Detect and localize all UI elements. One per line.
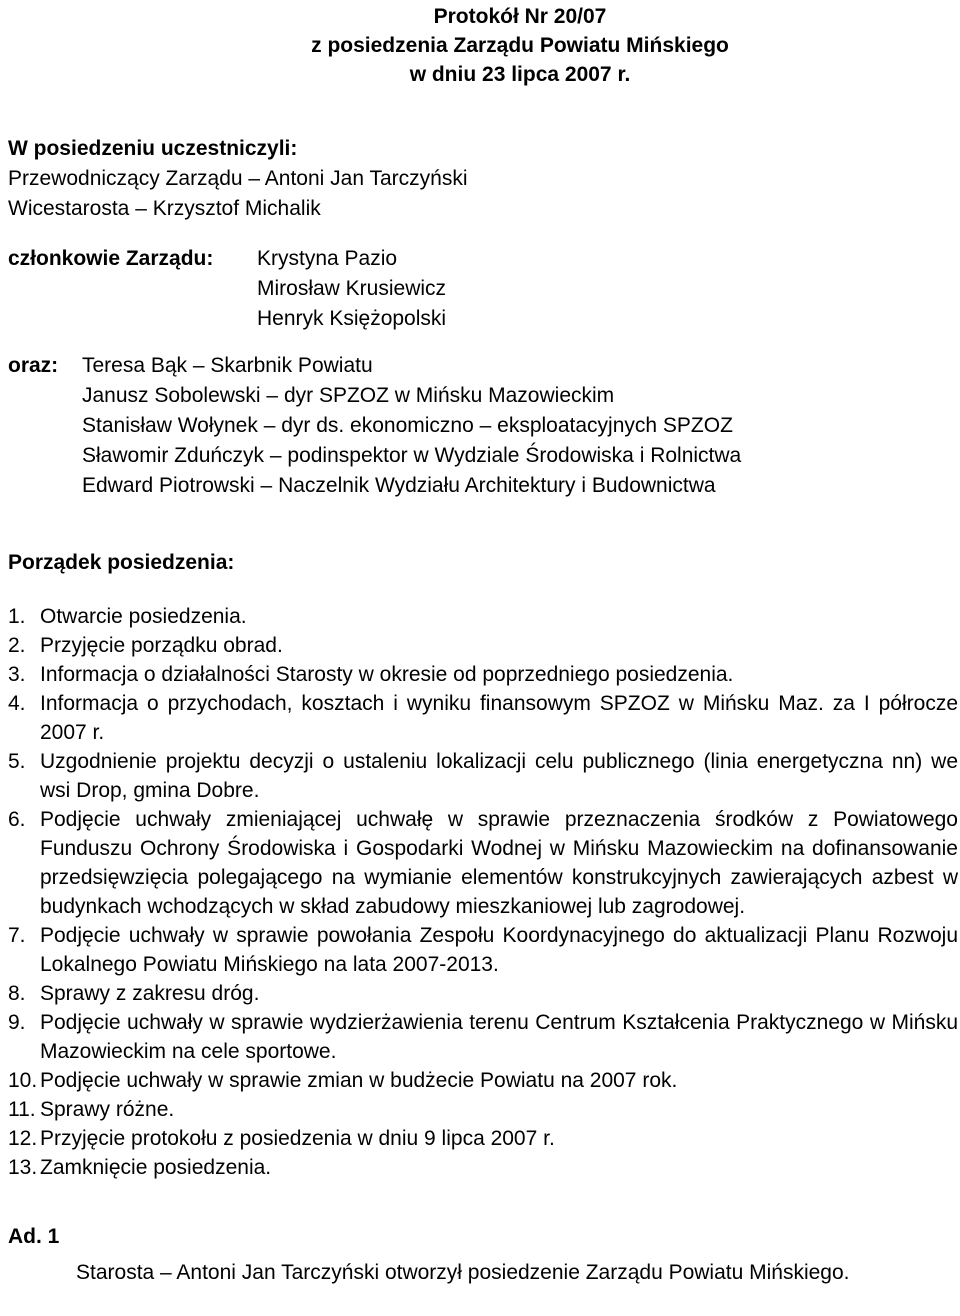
agenda-item-text: Podjęcie uchwały w sprawie wydzierżawienia terenu Centrum Kształcenia Praktycznego w Mińsku Mazowieckim na cele sportowe. bbox=[40, 1011, 958, 1063]
participant-chair: Przewodniczący Zarządu – Antoni Jan Tarczyński bbox=[8, 167, 468, 190]
agenda-item-number: 10. bbox=[8, 1069, 38, 1092]
agenda-item bbox=[8, 805, 958, 921]
agenda-item-number: 11. bbox=[8, 1098, 36, 1121]
agenda-item bbox=[8, 1124, 958, 1153]
agenda-item-number: 4. bbox=[8, 692, 26, 715]
agenda-item-text: Przyjęcie porządku obrad. bbox=[40, 634, 283, 657]
agenda-list bbox=[8, 602, 958, 1182]
agenda-item bbox=[8, 1008, 958, 1066]
attendee: Sławomir Zduńczyk – podinspektor w Wydziale Środowiska i Rolnictwa bbox=[82, 444, 742, 467]
agenda-item-number: 5. bbox=[8, 750, 26, 773]
title-line-1: Protokół Nr 20/07 bbox=[433, 5, 607, 28]
board-member: Henryk Księżopolski bbox=[257, 307, 447, 330]
participants-heading: W posiedzeniu uczestniczyli: bbox=[8, 137, 298, 160]
agenda-item-text: Otwarcie posiedzenia. bbox=[40, 605, 247, 628]
others-label: oraz: bbox=[8, 354, 59, 377]
agenda-item bbox=[8, 747, 958, 805]
agenda-item-number: 1. bbox=[8, 605, 26, 628]
agenda-item bbox=[8, 631, 958, 660]
agenda-item-number: 13. bbox=[8, 1156, 38, 1179]
agenda-item-text: Podjęcie uchwały w sprawie zmian w budżecie Powiatu na 2007 rok. bbox=[40, 1069, 678, 1092]
agenda-item bbox=[8, 602, 958, 631]
attendee: Teresa Bąk – Skarbnik Powiatu bbox=[82, 354, 373, 377]
agenda-item bbox=[8, 1153, 958, 1182]
agenda-item-text: Przyjęcie protokołu z posiedzenia w dniu 9 lipca 2007 r. bbox=[40, 1127, 555, 1150]
agenda-item-number: 9. bbox=[8, 1011, 26, 1034]
agenda-item-number: 6. bbox=[8, 808, 26, 831]
attendee: Edward Piotrowski – Naczelnik Wydziału Architektury i Budownictwa bbox=[82, 474, 716, 497]
agenda-item bbox=[8, 921, 958, 979]
board-label: członkowie Zarządu: bbox=[8, 247, 214, 270]
agenda-item bbox=[8, 660, 958, 689]
agenda-item-number: 3. bbox=[8, 663, 26, 686]
agenda-item-number: 2. bbox=[8, 634, 26, 657]
attendee: Stanisław Wołynek – dyr ds. ekonomiczno – eksploatacyjnych SPZOZ bbox=[82, 414, 733, 437]
agenda-item-text: Podjęcie uchwały zmieniającej uchwałę w sprawie przeznaczenia środków z Powiatowego Funduszu Ochrony Środowiska i Gospodarki Wodnej w Mińsku Mazowieckim na dofinansowanie przedsięwzięcia polegającego na wymianie elementów konstrukcyjnych zawierających azbest w budynkach wchodzących w skład zabudowy mieszkaniowej lub zagrodowej. bbox=[40, 808, 958, 918]
agenda-item-number: 7. bbox=[8, 924, 26, 947]
agenda-item-text: Sprawy różne. bbox=[40, 1098, 175, 1121]
title-line-2: z posiedzenia Zarządu Powiatu Mińskiego bbox=[311, 34, 729, 57]
agenda-item-text: Uzgodnienie projektu decyzji o ustaleniu lokalizacji celu publicznego (linia energetyczna nn) we wsi Drop, gmina Dobre. bbox=[40, 750, 958, 802]
agenda-item-number: 8. bbox=[8, 982, 26, 1005]
agenda-item-number: 12. bbox=[8, 1127, 38, 1150]
title-line-3: w dniu 23 lipca 2007 r. bbox=[409, 63, 631, 86]
document-title bbox=[0, 2, 960, 89]
agenda-item bbox=[8, 1066, 958, 1095]
attendee: Janusz Sobolewski – dyr SPZOZ w Mińsku Mazowieckim bbox=[82, 384, 615, 407]
agenda-item-text: Podjęcie uchwały w sprawie powołania Zespołu Koordynacyjnego do aktualizacji Planu Rozwoju Lokalnego Powiatu Mińskiego na lata 2007-2013. bbox=[40, 924, 958, 976]
ad1-section bbox=[8, 1222, 958, 1288]
board-member: Mirosław Krusiewicz bbox=[257, 277, 447, 300]
agenda-item bbox=[8, 1095, 958, 1124]
board-member: Krystyna Pazio bbox=[257, 247, 398, 270]
agenda-item-text: Sprawy z zakresu dróg. bbox=[40, 982, 260, 1005]
agenda-item-text: Informacja o przychodach, kosztach i wyniku finansowym SPZOZ w Mińsku Maz. za I półrocze 2007 r. bbox=[40, 692, 958, 744]
ad1-text: Starosta – Antoni Jan Tarczyński otworzył posiedzenie Zarządu Powiatu Mińskiego. bbox=[76, 1261, 850, 1284]
agenda-item bbox=[8, 979, 958, 1008]
agenda-item-text: Informacja o działalności Starosty w okresie od poprzedniego posiedzenia. bbox=[40, 663, 734, 686]
participant-vice: Wicestarosta – Krzysztof Michalik bbox=[8, 197, 321, 220]
agenda-heading: Porządek posiedzenia: bbox=[8, 551, 235, 574]
agenda-item bbox=[8, 689, 958, 747]
agenda-item-text: Zamknięcie posiedzenia. bbox=[40, 1156, 272, 1179]
ad1-heading: Ad. 1 bbox=[8, 1225, 60, 1248]
